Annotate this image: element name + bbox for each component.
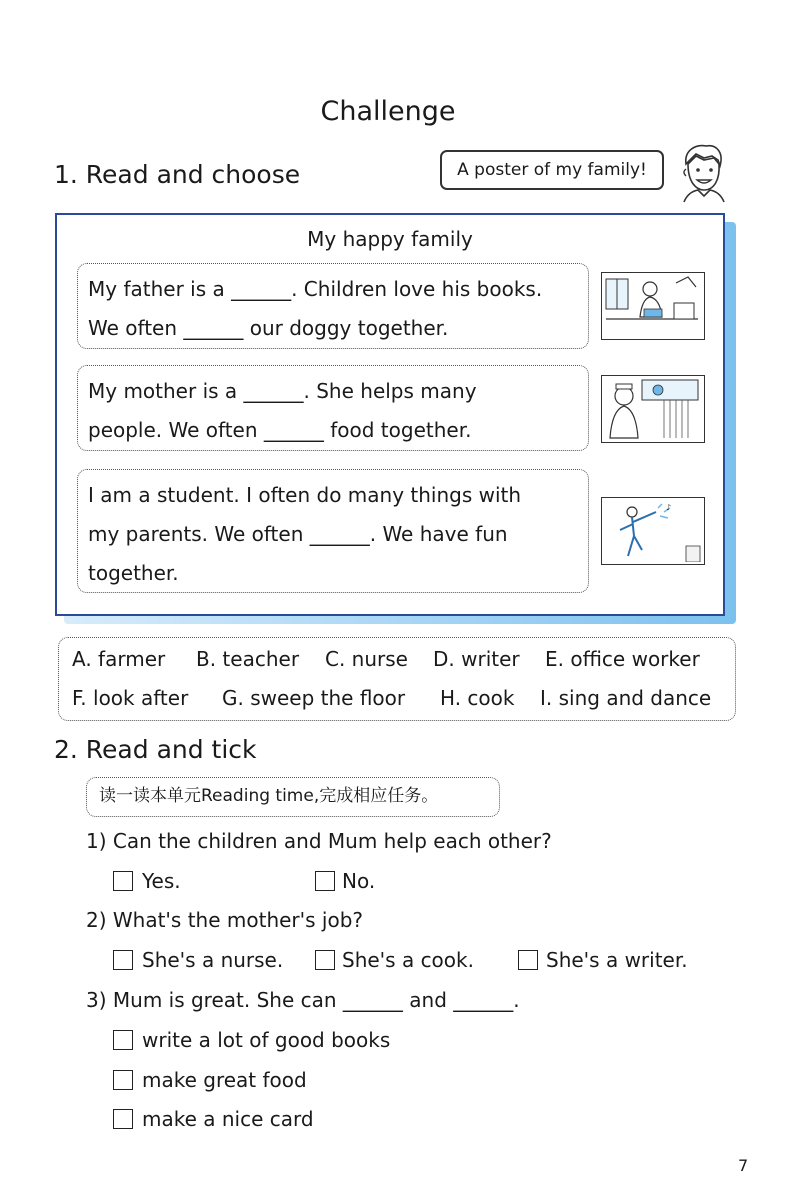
choice-label: She's a nurse. [142,948,284,972]
choice-label: She's a cook. [342,948,474,972]
choice-label: make a nice card [142,1107,314,1131]
choice-label: write a lot of good books [142,1028,391,1052]
option-d: D. writer [433,647,520,671]
checkbox-q3-card[interactable] [113,1109,133,1129]
paragraph-mother [77,365,589,451]
option-c: C. nurse [325,647,408,671]
speech-bubble: A poster of my family! [440,150,664,190]
section-2-heading: 2. Read and tick [54,735,257,764]
instruction-note: 读一读本单元Reading time,完成相应任务。 [86,777,500,817]
option-b: B. teacher [196,647,300,671]
choice-label: Yes. [142,869,181,893]
checkbox-q1-yes[interactable] [113,871,133,891]
checkbox-q2-cook[interactable] [315,950,335,970]
question-1: 1) Can the children and Mum help each other? [86,829,552,853]
page-number: 7 [738,1156,749,1175]
paragraph-line: We often ______ our doggy together. [88,316,449,340]
checkbox-q2-writer[interactable] [518,950,538,970]
family-poster [55,213,725,616]
checkbox-q1-no[interactable] [315,871,335,891]
choice-label: She's a writer. [546,948,688,972]
paragraph-line: I am a student. I often do many things with [88,483,522,507]
page-title: Challenge [320,96,456,127]
choice-label: make great food [142,1068,307,1092]
paragraph-line: my parents. We often ______. We have fun [88,522,508,546]
checkbox-q3-books[interactable] [113,1030,133,1050]
paragraph-line: My mother is a ______. She helps many [88,379,477,403]
section-1-heading: 1. Read and choose [54,160,301,189]
question-3: 3) Mum is great. She can ______ and ______. [86,988,520,1012]
option-g: G. sweep the floor [222,686,406,710]
option-a: A. farmer [72,647,166,671]
paragraph-line: My father is a ______. Children love his books. [88,277,543,301]
student-dancing-picture [601,497,705,565]
option-h: H. cook [440,686,515,710]
paragraph-father [77,263,589,349]
question-2: 2) What's the mother's job? [86,908,364,932]
option-f: F. look after [72,686,189,710]
poster-title: My happy family [307,227,473,251]
option-e: E. office worker [545,647,700,671]
options-box [58,637,736,721]
checkbox-q2-nurse[interactable] [113,950,133,970]
mother-nurse-picture [601,375,705,443]
boy-illustration [674,142,730,206]
choice-label: No. [342,869,376,893]
svg-text:♪: ♪ [666,503,672,512]
paragraph-line: together. [88,561,179,585]
checkbox-q3-food[interactable] [113,1070,133,1090]
father-writer-picture [601,272,705,340]
option-i: I. sing and dance [540,686,712,710]
paragraph-line: people. We often ______ food together. [88,418,472,442]
paragraph-student [77,469,589,593]
